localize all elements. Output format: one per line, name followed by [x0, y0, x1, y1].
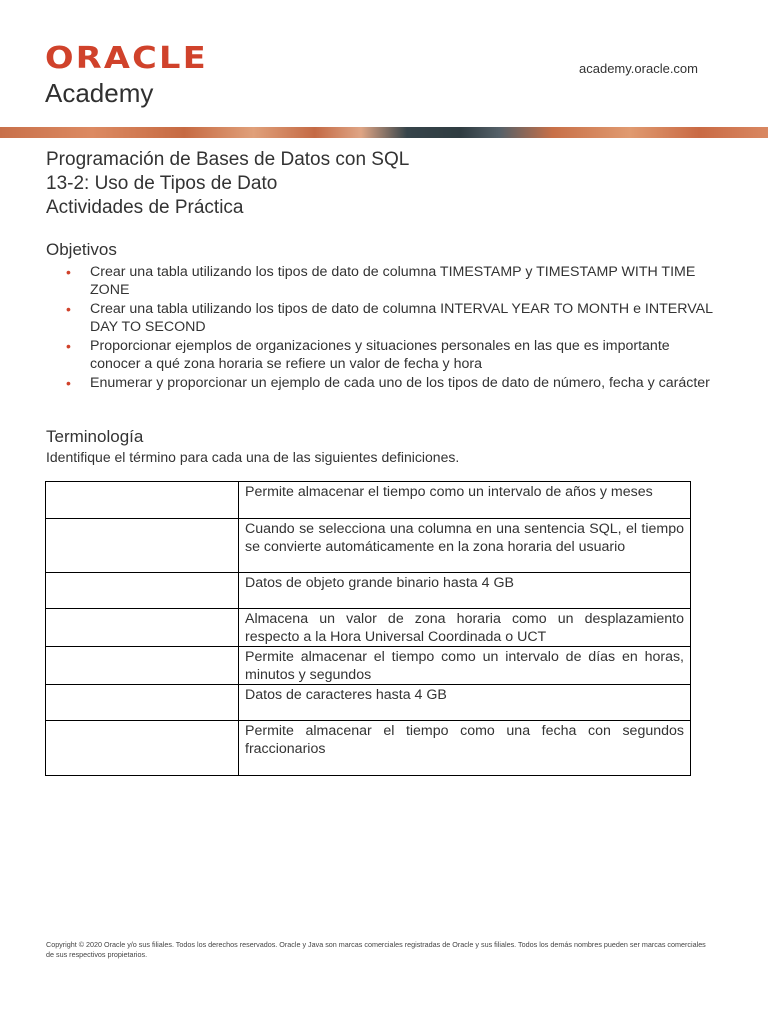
objectives-section — [46, 240, 716, 393]
definition-cell: Cuando se selecciona una columna en una sentencia SQL, el tiempo se convierte automáticamente en la zona horaria del usuario — [239, 519, 691, 573]
table-row — [46, 573, 691, 609]
bullet-icon: • — [66, 338, 71, 354]
terminology-table — [45, 481, 691, 776]
term-answer-cell[interactable] — [46, 647, 239, 685]
term-answer-cell[interactable] — [46, 573, 239, 609]
lesson-title: 13-2: Uso de Tipos de Dato — [46, 173, 278, 194]
logo-subtitle: Academy — [45, 78, 154, 108]
objective-item — [46, 337, 716, 373]
objective-text: Proporcionar ejemplos de organizaciones y situaciones personales en las que es importante conocer a qué zona horaria se refiere un valor de fecha y hora — [90, 338, 670, 372]
objective-text: Crear una tabla utilizando los tipos de dato de columna TIMESTAMP y TIMESTAMP WITH TIME ZONE — [90, 264, 696, 298]
term-answer-cell[interactable] — [46, 482, 239, 519]
definition-cell: Permite almacenar el tiempo como un intervalo de días en horas, minutos y segundos — [239, 647, 691, 685]
term-answer-cell[interactable] — [46, 519, 239, 573]
bullet-icon: • — [66, 264, 71, 280]
objective-text: Enumerar y proporcionar un ejemplo de cada uno de los tipos de dato de número, fecha y carácter — [90, 375, 710, 391]
definition-cell: Permite almacenar el tiempo como una fecha con segundos fraccionarios — [239, 721, 691, 776]
website-url: academy.oracle.com — [579, 61, 698, 76]
objective-item — [46, 300, 716, 336]
objective-text: Crear una tabla utilizando los tipos de dato de columna INTERVAL YEAR TO MONTH e INTERVAL DAY TO SECOND — [90, 301, 713, 335]
definition-cell: Almacena un valor de zona horaria como un desplazamiento respecto a la Hora Universal Coordinada o UCT — [239, 609, 691, 647]
bullet-icon: • — [66, 301, 71, 317]
table-row — [46, 721, 691, 776]
definition-cell: Datos de caracteres hasta 4 GB — [239, 685, 691, 721]
course-title: Programación de Bases de Datos con SQL — [46, 149, 410, 170]
logo-wordmark: ORACLE — [45, 41, 208, 76]
objectives-list — [46, 263, 716, 392]
objectives-heading: Objetivos — [46, 240, 117, 259]
activity-subtitle: Actividades de Práctica — [46, 197, 244, 218]
table-row — [46, 519, 691, 573]
table-row — [46, 609, 691, 647]
term-answer-cell[interactable] — [46, 721, 239, 776]
terminology-intro: Identifique el término para cada una de las siguientes definiciones. — [46, 449, 460, 465]
page-title-block — [46, 148, 409, 220]
objective-item — [46, 263, 716, 299]
table-row — [46, 685, 691, 721]
terminology-section — [46, 427, 716, 466]
copyright-footer: Copyright © 2020 Oracle y/o sus filiales. Todos los derechos reservados. Oracle y Java son marcas comerciales registradas de Oracle y sus filiales. Todos los demás nombres pueden ser marcas comerciales de sus respectivos propietarios. — [46, 940, 706, 959]
term-answer-cell[interactable] — [46, 609, 239, 647]
objective-item — [46, 374, 716, 392]
bullet-icon: • — [66, 375, 71, 391]
term-answer-cell[interactable] — [46, 685, 239, 721]
terminology-heading: Terminología — [46, 427, 144, 446]
table-row — [46, 482, 691, 519]
table-row — [46, 647, 691, 685]
oracle-academy-logo — [45, 41, 208, 108]
decorative-banner — [0, 127, 768, 138]
definition-cell: Datos de objeto grande binario hasta 4 GB — [239, 573, 691, 609]
definition-cell: Permite almacenar el tiempo como un intervalo de años y meses — [239, 482, 691, 519]
